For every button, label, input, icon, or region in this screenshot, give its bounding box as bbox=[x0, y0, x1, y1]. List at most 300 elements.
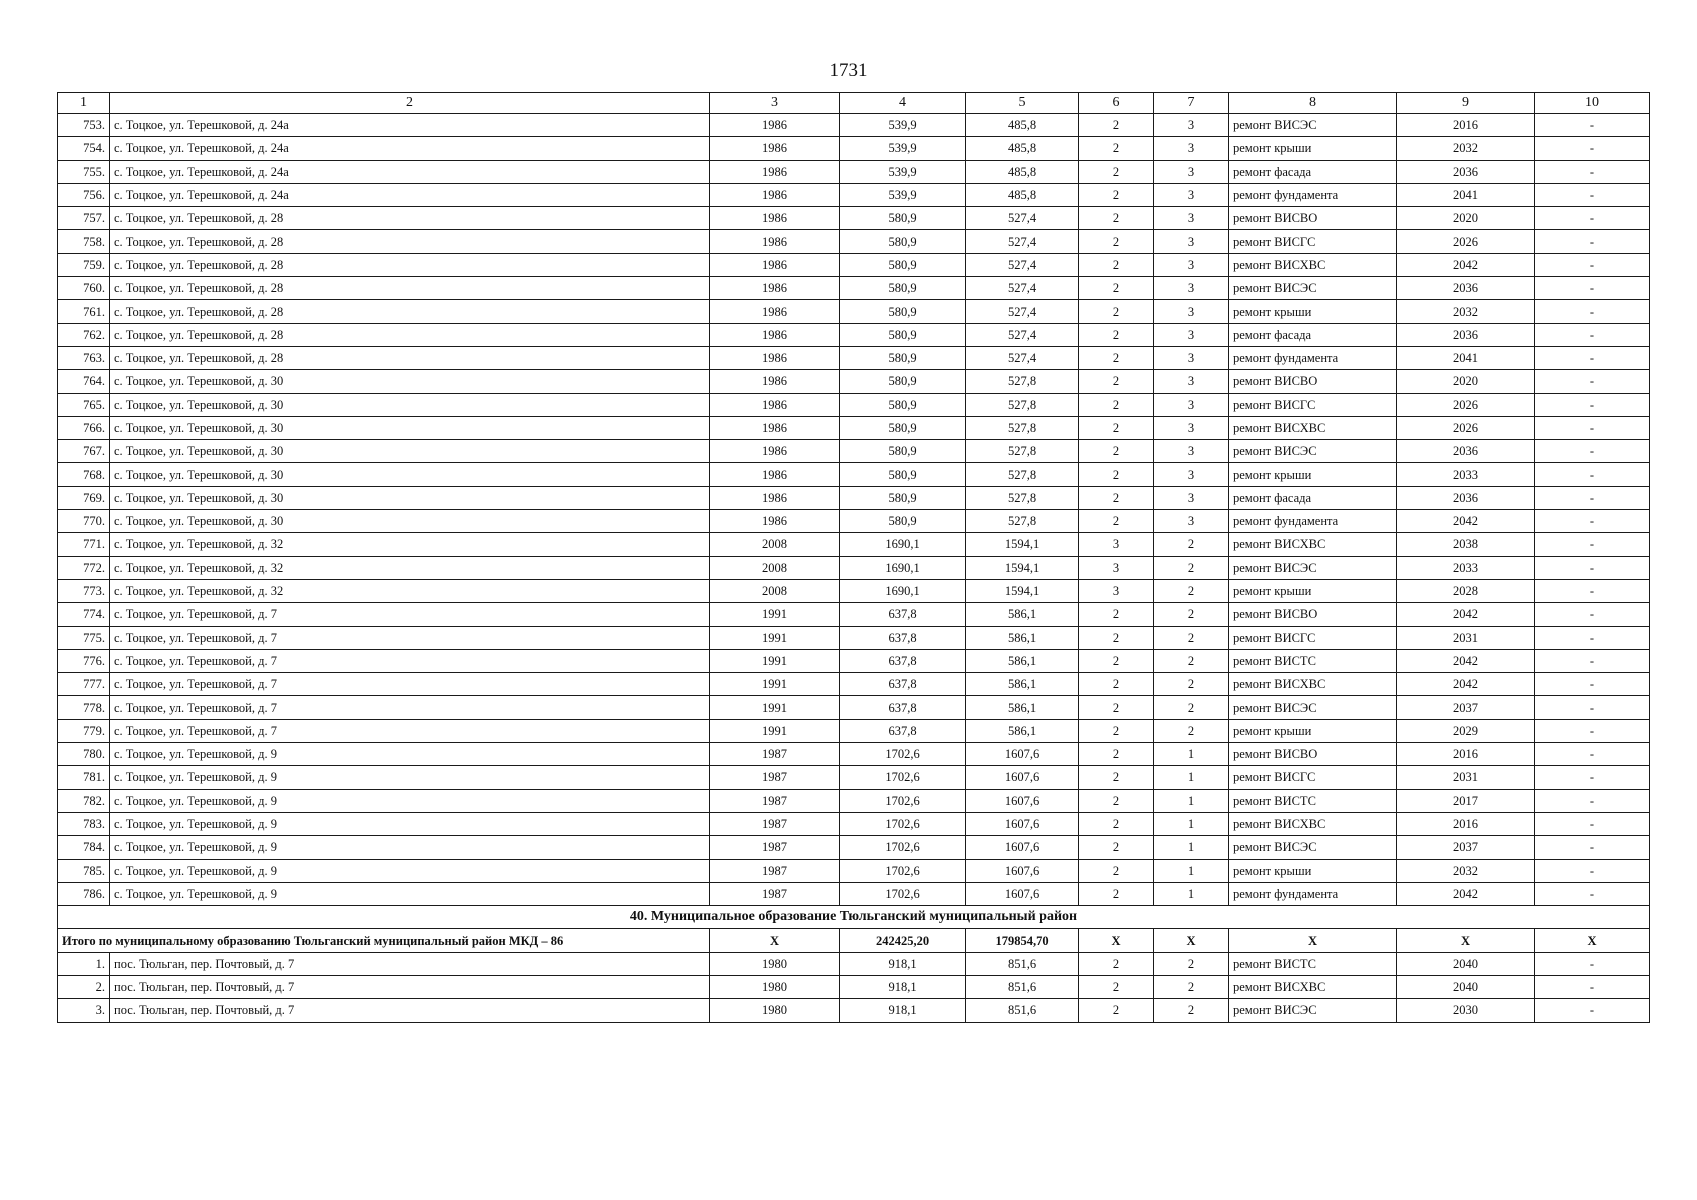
cell-col-7: 3 bbox=[1154, 137, 1229, 160]
table-row bbox=[58, 510, 1650, 533]
cell-col-8: ремонт ВИСВО bbox=[1229, 370, 1397, 393]
cell-col-10: - bbox=[1535, 486, 1650, 509]
cell-col-2: с. Тоцкое, ул. Терешковой, д. 24а bbox=[110, 137, 710, 160]
cell-col-1: 756. bbox=[58, 183, 110, 206]
cell-col-4: 1690,1 bbox=[840, 579, 966, 602]
cell-col-4: 539,9 bbox=[840, 160, 966, 183]
column-header-2: 2 bbox=[110, 93, 710, 114]
table-row bbox=[58, 440, 1650, 463]
cell-col-8: ремонт ВИСЭС bbox=[1229, 556, 1397, 579]
cell-col-10: - bbox=[1535, 649, 1650, 672]
cell-col-5: 1607,6 bbox=[966, 836, 1079, 859]
cell-col-3: 1986 bbox=[710, 300, 840, 323]
table-row bbox=[58, 882, 1650, 905]
table-row bbox=[58, 789, 1650, 812]
cell-col-3: 1986 bbox=[710, 463, 840, 486]
cell-col-10: - bbox=[1535, 440, 1650, 463]
cell-col-8: ремонт ВИСГС bbox=[1229, 766, 1397, 789]
cell-col-5: 1607,6 bbox=[966, 766, 1079, 789]
cell-col-2: с. Тоцкое, ул. Терешковой, д. 9 bbox=[110, 859, 710, 882]
cell-col-10: - bbox=[1535, 160, 1650, 183]
cell-col-2: с. Тоцкое, ул. Терешковой, д. 9 bbox=[110, 812, 710, 835]
table-row bbox=[58, 230, 1650, 253]
cell-col-9: 2036 bbox=[1397, 160, 1535, 183]
cell-col-4: 1702,6 bbox=[840, 812, 966, 835]
cell-col-10: - bbox=[1535, 743, 1650, 766]
cell-col-10: - bbox=[1535, 719, 1650, 742]
cell-col-7: 3 bbox=[1154, 207, 1229, 230]
cell-col-3: 1986 bbox=[710, 486, 840, 509]
cell-col-5: 1594,1 bbox=[966, 579, 1079, 602]
cell-col-5: 586,1 bbox=[966, 719, 1079, 742]
cell-col-9: 2026 bbox=[1397, 416, 1535, 439]
cell-col-7: 2 bbox=[1154, 719, 1229, 742]
cell-col-3: 1986 bbox=[710, 277, 840, 300]
cell-col-6: 2 bbox=[1079, 183, 1154, 206]
table-row bbox=[58, 486, 1650, 509]
cell-col-4: 1702,6 bbox=[840, 882, 966, 905]
cell-col-6: 2 bbox=[1079, 207, 1154, 230]
cell-col-7: 3 bbox=[1154, 277, 1229, 300]
cell-col-7: 1 bbox=[1154, 743, 1229, 766]
cell-col-6: 2 bbox=[1079, 137, 1154, 160]
cell-col-5: 586,1 bbox=[966, 603, 1079, 626]
cell-col-7: 3 bbox=[1154, 486, 1229, 509]
cell-col-2: с. Тоцкое, ул. Терешковой, д. 7 bbox=[110, 626, 710, 649]
cell-col-4: 637,8 bbox=[840, 696, 966, 719]
cell-col-1: 1. bbox=[58, 952, 110, 975]
table-row bbox=[58, 416, 1650, 439]
column-header-3: 3 bbox=[710, 93, 840, 114]
cell-col-7: 3 bbox=[1154, 114, 1229, 137]
cell-col-8: ремонт ВИСВО bbox=[1229, 207, 1397, 230]
cell-col-8: ремонт ВИСХВС bbox=[1229, 673, 1397, 696]
table-row bbox=[58, 766, 1650, 789]
cell-col-4: 580,9 bbox=[840, 207, 966, 230]
cell-col-5: 1607,6 bbox=[966, 789, 1079, 812]
total-cell: 179854,70 bbox=[966, 929, 1079, 952]
cell-col-3: 1986 bbox=[710, 183, 840, 206]
cell-col-6: 2 bbox=[1079, 859, 1154, 882]
cell-col-9: 2042 bbox=[1397, 510, 1535, 533]
cell-col-1: 754. bbox=[58, 137, 110, 160]
cell-col-10: - bbox=[1535, 114, 1650, 137]
cell-col-9: 2041 bbox=[1397, 183, 1535, 206]
cell-col-1: 771. bbox=[58, 533, 110, 556]
cell-col-4: 580,9 bbox=[840, 370, 966, 393]
table-row bbox=[58, 626, 1650, 649]
cell-col-6: 3 bbox=[1079, 533, 1154, 556]
cell-col-7: 3 bbox=[1154, 463, 1229, 486]
cell-col-9: 2026 bbox=[1397, 230, 1535, 253]
cell-col-5: 527,8 bbox=[966, 440, 1079, 463]
cell-col-3: 1986 bbox=[710, 440, 840, 463]
cell-col-3: 1986 bbox=[710, 393, 840, 416]
cell-col-8: ремонт ВИСЭС bbox=[1229, 696, 1397, 719]
table-body bbox=[58, 114, 1650, 1023]
column-header-4: 4 bbox=[840, 93, 966, 114]
cell-col-7: 2 bbox=[1154, 603, 1229, 626]
cell-col-7: 3 bbox=[1154, 370, 1229, 393]
column-header-10: 10 bbox=[1535, 93, 1650, 114]
cell-col-3: 1991 bbox=[710, 673, 840, 696]
cell-col-2: с. Тоцкое, ул. Терешковой, д. 9 bbox=[110, 882, 710, 905]
cell-col-8: ремонт фасада bbox=[1229, 160, 1397, 183]
cell-col-4: 539,9 bbox=[840, 114, 966, 137]
cell-col-9: 2036 bbox=[1397, 486, 1535, 509]
cell-col-10: - bbox=[1535, 696, 1650, 719]
repair-schedule-table bbox=[57, 92, 1650, 1023]
total-cell: X bbox=[710, 929, 840, 952]
cell-col-1: 780. bbox=[58, 743, 110, 766]
table-row bbox=[58, 323, 1650, 346]
cell-col-5: 527,4 bbox=[966, 253, 1079, 276]
cell-col-9: 2016 bbox=[1397, 743, 1535, 766]
cell-col-3: 1986 bbox=[710, 114, 840, 137]
cell-col-2: пос. Тюльган, пер. Почтовый, д. 7 bbox=[110, 952, 710, 975]
cell-col-1: 775. bbox=[58, 626, 110, 649]
cell-col-1: 766. bbox=[58, 416, 110, 439]
cell-col-1: 782. bbox=[58, 789, 110, 812]
cell-col-7: 2 bbox=[1154, 975, 1229, 998]
page-number: 1731 bbox=[829, 60, 868, 81]
cell-col-3: 1986 bbox=[710, 416, 840, 439]
cell-col-3: 1980 bbox=[710, 952, 840, 975]
cell-col-6: 2 bbox=[1079, 346, 1154, 369]
cell-col-9: 2036 bbox=[1397, 277, 1535, 300]
cell-col-5: 527,8 bbox=[966, 486, 1079, 509]
cell-col-4: 580,9 bbox=[840, 277, 966, 300]
cell-col-5: 527,4 bbox=[966, 230, 1079, 253]
cell-col-2: пос. Тюльган, пер. Почтовый, д. 7 bbox=[110, 975, 710, 998]
cell-col-9: 2040 bbox=[1397, 952, 1535, 975]
cell-col-1: 781. bbox=[58, 766, 110, 789]
cell-col-4: 1702,6 bbox=[840, 766, 966, 789]
cell-col-6: 2 bbox=[1079, 719, 1154, 742]
table-row bbox=[58, 160, 1650, 183]
cell-col-1: 774. bbox=[58, 603, 110, 626]
cell-col-9: 2042 bbox=[1397, 673, 1535, 696]
cell-col-5: 485,8 bbox=[966, 160, 1079, 183]
cell-col-10: - bbox=[1535, 393, 1650, 416]
table-row bbox=[58, 370, 1650, 393]
cell-col-10: - bbox=[1535, 346, 1650, 369]
cell-col-6: 2 bbox=[1079, 696, 1154, 719]
cell-col-10: - bbox=[1535, 533, 1650, 556]
cell-col-8: ремонт крыши bbox=[1229, 579, 1397, 602]
cell-col-1: 772. bbox=[58, 556, 110, 579]
table-row bbox=[58, 556, 1650, 579]
cell-col-2: с. Тоцкое, ул. Терешковой, д. 7 bbox=[110, 719, 710, 742]
total-cell: X bbox=[1397, 929, 1535, 952]
cell-col-4: 637,8 bbox=[840, 626, 966, 649]
cell-col-4: 580,9 bbox=[840, 416, 966, 439]
table-row bbox=[58, 579, 1650, 602]
cell-col-9: 2016 bbox=[1397, 812, 1535, 835]
cell-col-10: - bbox=[1535, 579, 1650, 602]
cell-col-2: с. Тоцкое, ул. Терешковой, д. 28 bbox=[110, 300, 710, 323]
cell-col-9: 2037 bbox=[1397, 696, 1535, 719]
cell-col-3: 1991 bbox=[710, 719, 840, 742]
cell-col-3: 1986 bbox=[710, 323, 840, 346]
cell-col-1: 3. bbox=[58, 999, 110, 1022]
cell-col-2: с. Тоцкое, ул. Терешковой, д. 32 bbox=[110, 579, 710, 602]
cell-col-9: 2031 bbox=[1397, 626, 1535, 649]
cell-col-2: с. Тоцкое, ул. Терешковой, д. 7 bbox=[110, 673, 710, 696]
cell-col-8: ремонт фундамента bbox=[1229, 346, 1397, 369]
cell-col-9: 2020 bbox=[1397, 370, 1535, 393]
cell-col-7: 3 bbox=[1154, 300, 1229, 323]
cell-col-5: 527,4 bbox=[966, 300, 1079, 323]
cell-col-1: 762. bbox=[58, 323, 110, 346]
cell-col-6: 2 bbox=[1079, 160, 1154, 183]
cell-col-1: 777. bbox=[58, 673, 110, 696]
cell-col-5: 527,8 bbox=[966, 416, 1079, 439]
cell-col-9: 2026 bbox=[1397, 393, 1535, 416]
column-number-row bbox=[58, 93, 1650, 114]
cell-col-7: 3 bbox=[1154, 393, 1229, 416]
cell-col-4: 580,9 bbox=[840, 230, 966, 253]
cell-col-5: 527,8 bbox=[966, 393, 1079, 416]
cell-col-2: с. Тоцкое, ул. Терешковой, д. 30 bbox=[110, 393, 710, 416]
cell-col-8: ремонт ВИСХВС bbox=[1229, 416, 1397, 439]
cell-col-4: 637,8 bbox=[840, 673, 966, 696]
cell-col-7: 2 bbox=[1154, 999, 1229, 1022]
cell-col-4: 637,8 bbox=[840, 603, 966, 626]
cell-col-9: 2032 bbox=[1397, 859, 1535, 882]
cell-col-1: 757. bbox=[58, 207, 110, 230]
cell-col-2: с. Тоцкое, ул. Терешковой, д. 28 bbox=[110, 253, 710, 276]
cell-col-8: ремонт ВИСВО bbox=[1229, 603, 1397, 626]
cell-col-2: с. Тоцкое, ул. Терешковой, д. 9 bbox=[110, 766, 710, 789]
cell-col-8: ремонт ВИСТС bbox=[1229, 952, 1397, 975]
table-row bbox=[58, 812, 1650, 835]
cell-col-5: 1607,6 bbox=[966, 812, 1079, 835]
cell-col-7: 1 bbox=[1154, 882, 1229, 905]
cell-col-8: ремонт фундамента bbox=[1229, 183, 1397, 206]
cell-col-6: 2 bbox=[1079, 440, 1154, 463]
cell-col-7: 2 bbox=[1154, 952, 1229, 975]
cell-col-8: ремонт ВИСЭС bbox=[1229, 999, 1397, 1022]
column-header-6: 6 bbox=[1079, 93, 1154, 114]
cell-col-10: - bbox=[1535, 277, 1650, 300]
cell-col-6: 2 bbox=[1079, 114, 1154, 137]
cell-col-10: - bbox=[1535, 603, 1650, 626]
cell-col-10: - bbox=[1535, 323, 1650, 346]
cell-col-4: 580,9 bbox=[840, 323, 966, 346]
cell-col-7: 3 bbox=[1154, 160, 1229, 183]
column-header-1: 1 bbox=[58, 93, 110, 114]
cell-col-2: с. Тоцкое, ул. Терешковой, д. 30 bbox=[110, 463, 710, 486]
cell-col-7: 3 bbox=[1154, 510, 1229, 533]
cell-col-10: - bbox=[1535, 510, 1650, 533]
cell-col-8: ремонт крыши bbox=[1229, 463, 1397, 486]
cell-col-1: 776. bbox=[58, 649, 110, 672]
cell-col-4: 539,9 bbox=[840, 137, 966, 160]
cell-col-1: 770. bbox=[58, 510, 110, 533]
cell-col-4: 1690,1 bbox=[840, 533, 966, 556]
cell-col-7: 1 bbox=[1154, 859, 1229, 882]
cell-col-2: с. Тоцкое, ул. Терешковой, д. 24а bbox=[110, 114, 710, 137]
cell-col-5: 485,8 bbox=[966, 183, 1079, 206]
cell-col-2: с. Тоцкое, ул. Терешковой, д. 9 bbox=[110, 743, 710, 766]
cell-col-6: 2 bbox=[1079, 230, 1154, 253]
cell-col-9: 2036 bbox=[1397, 323, 1535, 346]
cell-col-6: 2 bbox=[1079, 975, 1154, 998]
table-row bbox=[58, 952, 1650, 975]
cell-col-6: 2 bbox=[1079, 603, 1154, 626]
table-row bbox=[58, 719, 1650, 742]
section-title-row bbox=[58, 906, 1650, 929]
table-row bbox=[58, 999, 1650, 1022]
cell-col-8: ремонт ВИСХВС bbox=[1229, 533, 1397, 556]
column-header-5: 5 bbox=[966, 93, 1079, 114]
cell-col-5: 527,8 bbox=[966, 463, 1079, 486]
cell-col-3: 1986 bbox=[710, 346, 840, 369]
cell-col-10: - bbox=[1535, 999, 1650, 1022]
cell-col-6: 2 bbox=[1079, 510, 1154, 533]
cell-col-3: 1986 bbox=[710, 160, 840, 183]
cell-col-3: 1987 bbox=[710, 882, 840, 905]
table-row bbox=[58, 533, 1650, 556]
cell-col-5: 1594,1 bbox=[966, 533, 1079, 556]
cell-col-2: с. Тоцкое, ул. Терешковой, д. 28 bbox=[110, 323, 710, 346]
column-header-7: 7 bbox=[1154, 93, 1229, 114]
cell-col-5: 527,8 bbox=[966, 370, 1079, 393]
cell-col-1: 765. bbox=[58, 393, 110, 416]
table-row bbox=[58, 253, 1650, 276]
cell-col-6: 2 bbox=[1079, 649, 1154, 672]
cell-col-9: 2042 bbox=[1397, 882, 1535, 905]
cell-col-3: 1987 bbox=[710, 836, 840, 859]
cell-col-8: ремонт фундамента bbox=[1229, 882, 1397, 905]
table-row bbox=[58, 673, 1650, 696]
cell-col-1: 778. bbox=[58, 696, 110, 719]
cell-col-4: 637,8 bbox=[840, 649, 966, 672]
cell-col-8: ремонт ВИСВО bbox=[1229, 743, 1397, 766]
cell-col-7: 2 bbox=[1154, 696, 1229, 719]
cell-col-8: ремонт ВИСХВС bbox=[1229, 975, 1397, 998]
table-row bbox=[58, 137, 1650, 160]
cell-col-1: 760. bbox=[58, 277, 110, 300]
cell-col-8: ремонт фасада bbox=[1229, 323, 1397, 346]
cell-col-3: 1987 bbox=[710, 743, 840, 766]
cell-col-2: с. Тоцкое, ул. Терешковой, д. 28 bbox=[110, 277, 710, 300]
cell-col-1: 758. bbox=[58, 230, 110, 253]
cell-col-4: 580,9 bbox=[840, 300, 966, 323]
cell-col-5: 586,1 bbox=[966, 626, 1079, 649]
cell-col-6: 2 bbox=[1079, 789, 1154, 812]
total-cell: 242425,20 bbox=[840, 929, 966, 952]
cell-col-9: 2032 bbox=[1397, 300, 1535, 323]
cell-col-5: 527,4 bbox=[966, 323, 1079, 346]
cell-col-8: ремонт крыши bbox=[1229, 859, 1397, 882]
cell-col-8: ремонт ВИСХВС bbox=[1229, 812, 1397, 835]
cell-col-2: с. Тоцкое, ул. Терешковой, д. 9 bbox=[110, 836, 710, 859]
cell-col-9: 2037 bbox=[1397, 836, 1535, 859]
cell-col-6: 2 bbox=[1079, 673, 1154, 696]
cell-col-8: ремонт ВИСХВС bbox=[1229, 253, 1397, 276]
table-row bbox=[58, 743, 1650, 766]
cell-col-4: 1702,6 bbox=[840, 789, 966, 812]
cell-col-10: - bbox=[1535, 463, 1650, 486]
table-row bbox=[58, 183, 1650, 206]
cell-col-8: ремонт ВИСЭС bbox=[1229, 277, 1397, 300]
cell-col-9: 2042 bbox=[1397, 603, 1535, 626]
cell-col-4: 1690,1 bbox=[840, 556, 966, 579]
cell-col-10: - bbox=[1535, 207, 1650, 230]
cell-col-5: 851,6 bbox=[966, 999, 1079, 1022]
cell-col-7: 2 bbox=[1154, 626, 1229, 649]
section-title: 40. Муниципальное образование Тюльганский муниципальный район bbox=[58, 906, 1650, 929]
cell-col-10: - bbox=[1535, 300, 1650, 323]
cell-col-5: 527,4 bbox=[966, 277, 1079, 300]
cell-col-2: с. Тоцкое, ул. Терешковой, д. 7 bbox=[110, 649, 710, 672]
cell-col-7: 1 bbox=[1154, 766, 1229, 789]
cell-col-3: 1980 bbox=[710, 975, 840, 998]
table-row bbox=[58, 393, 1650, 416]
cell-col-8: ремонт фасада bbox=[1229, 486, 1397, 509]
cell-col-3: 1991 bbox=[710, 603, 840, 626]
cell-col-2: пос. Тюльган, пер. Почтовый, д. 7 bbox=[110, 999, 710, 1022]
cell-col-9: 2040 bbox=[1397, 975, 1535, 998]
cell-col-4: 1702,6 bbox=[840, 859, 966, 882]
cell-col-8: ремонт ВИСГС bbox=[1229, 626, 1397, 649]
cell-col-10: - bbox=[1535, 556, 1650, 579]
cell-col-7: 3 bbox=[1154, 230, 1229, 253]
cell-col-3: 1987 bbox=[710, 789, 840, 812]
cell-col-2: с. Тоцкое, ул. Терешковой, д. 32 bbox=[110, 556, 710, 579]
cell-col-3: 2008 bbox=[710, 533, 840, 556]
table-row bbox=[58, 859, 1650, 882]
cell-col-5: 527,4 bbox=[966, 346, 1079, 369]
cell-col-6: 3 bbox=[1079, 579, 1154, 602]
cell-col-6: 2 bbox=[1079, 253, 1154, 276]
table-row bbox=[58, 975, 1650, 998]
cell-col-2: с. Тоцкое, ул. Терешковой, д. 30 bbox=[110, 416, 710, 439]
cell-col-9: 2033 bbox=[1397, 556, 1535, 579]
cell-col-3: 2008 bbox=[710, 556, 840, 579]
cell-col-9: 2029 bbox=[1397, 719, 1535, 742]
cell-col-2: с. Тоцкое, ул. Терешковой, д. 24а bbox=[110, 160, 710, 183]
cell-col-6: 2 bbox=[1079, 812, 1154, 835]
cell-col-9: 2038 bbox=[1397, 533, 1535, 556]
cell-col-9: 2042 bbox=[1397, 649, 1535, 672]
cell-col-4: 580,9 bbox=[840, 346, 966, 369]
cell-col-6: 2 bbox=[1079, 743, 1154, 766]
cell-col-1: 786. bbox=[58, 882, 110, 905]
cell-col-9: 2041 bbox=[1397, 346, 1535, 369]
cell-col-10: - bbox=[1535, 882, 1650, 905]
cell-col-7: 1 bbox=[1154, 789, 1229, 812]
cell-col-4: 1702,6 bbox=[840, 743, 966, 766]
cell-col-3: 1987 bbox=[710, 766, 840, 789]
cell-col-8: ремонт ВИСТС bbox=[1229, 649, 1397, 672]
cell-col-1: 768. bbox=[58, 463, 110, 486]
cell-col-8: ремонт ВИСГС bbox=[1229, 230, 1397, 253]
cell-col-2: с. Тоцкое, ул. Терешковой, д. 30 bbox=[110, 370, 710, 393]
cell-col-7: 2 bbox=[1154, 673, 1229, 696]
cell-col-4: 580,9 bbox=[840, 463, 966, 486]
cell-col-3: 1980 bbox=[710, 999, 840, 1022]
table-row bbox=[58, 463, 1650, 486]
cell-col-9: 2030 bbox=[1397, 999, 1535, 1022]
cell-col-4: 580,9 bbox=[840, 486, 966, 509]
cell-col-10: - bbox=[1535, 812, 1650, 835]
cell-col-2: с. Тоцкое, ул. Терешковой, д. 30 bbox=[110, 440, 710, 463]
cell-col-10: - bbox=[1535, 975, 1650, 998]
cell-col-5: 586,1 bbox=[966, 649, 1079, 672]
